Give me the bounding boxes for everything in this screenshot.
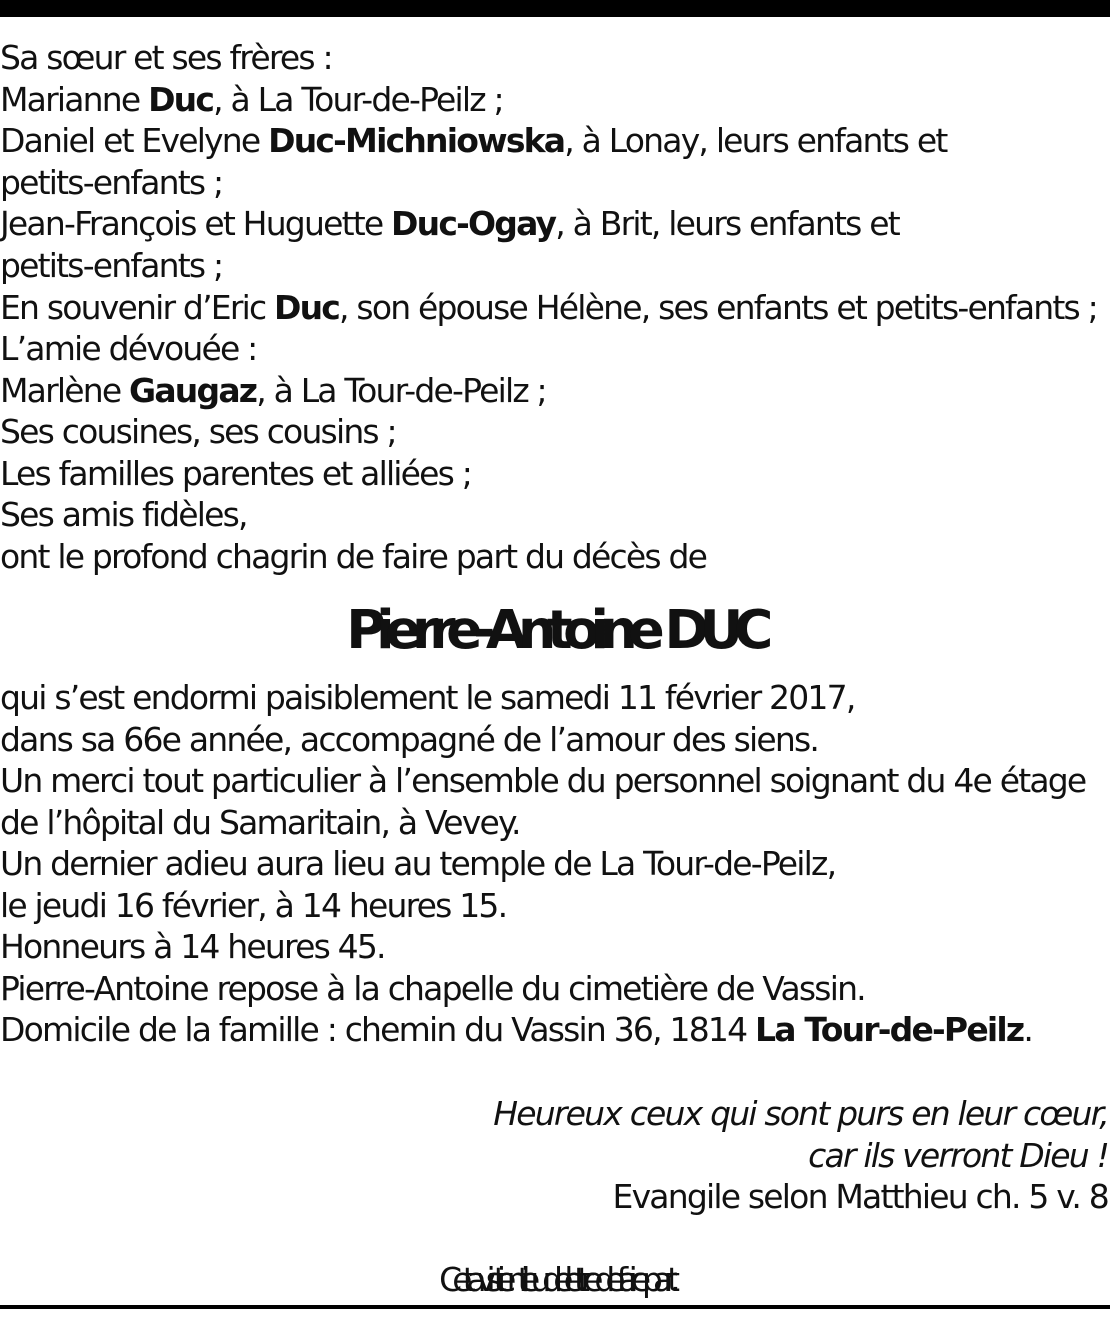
deceased-name: Pierre-Antoine DUC xyxy=(346,598,764,661)
family-line: Les familles parentes et alliées ; xyxy=(0,454,472,493)
family-line: Ses amis fidèles, xyxy=(0,495,247,534)
bible-quote: car ils verront Dieu ! xyxy=(808,1136,1108,1175)
bottom-rule xyxy=(0,1305,1110,1309)
family-line: L’amie dévouée : xyxy=(0,329,257,368)
locality: La Tour-de-Peilz xyxy=(754,1010,1024,1049)
body-line: Domicile de la famille : chemin du Vassin 36, 1814 La Tour-de-Peilz. xyxy=(0,1010,1033,1049)
body-line: Pierre-Antoine repose à la chapelle du cimetière de Vassin. xyxy=(0,969,865,1008)
footer-note: Cet avis tient lieu de lettre de faire part. xyxy=(439,1260,671,1299)
family-line: petits-enfants ; xyxy=(0,163,223,202)
family-line: Marianne Duc, à La Tour-de-Peilz ; xyxy=(0,80,503,119)
body-line: dans sa 66e année, accompagné de l’amour des siens. xyxy=(0,720,819,759)
family-line: Sa sœur et ses frères : xyxy=(0,38,332,77)
surname: Duc-Ogay xyxy=(391,204,556,243)
surname: Duc xyxy=(273,288,340,327)
family-line: petits-enfants ; xyxy=(0,246,223,285)
surname: Duc-Michniowska xyxy=(268,121,565,160)
family-line: Marlène Gaugaz, à La Tour-de-Peilz ; xyxy=(0,371,546,410)
body-line: Un dernier adieu aura lieu au temple de La Tour-de-Peilz, xyxy=(0,844,836,883)
family-line: Daniel et Evelyne Duc-Michniowska, à Lonay, leurs enfants et xyxy=(0,121,947,160)
surname: Duc xyxy=(148,80,214,119)
family-line: Ses cousines, ses cousins ; xyxy=(0,412,396,451)
quote-source: Evangile selon Matthieu ch. 5 v. 8 xyxy=(612,1177,1108,1216)
body-line: Honneurs à 14 heures 45. xyxy=(0,927,385,966)
bible-quote: Heureux ceux qui sont purs en leur cœur, xyxy=(493,1094,1108,1133)
family-line: En souvenir d’Eric Duc, son épouse Hélène, ses enfants et petits-enfants ; xyxy=(0,288,1097,327)
family-line: ont le profond chagrin de faire part du décès de xyxy=(0,537,707,576)
top-rule xyxy=(0,0,1110,17)
body-line: Un merci tout particulier à l’ensemble du personnel soignant du 4e étage xyxy=(0,761,1086,800)
surname: Gaugaz xyxy=(129,371,257,410)
family-line: Jean-François et Huguette Duc-Ogay, à Brit, leurs enfants et xyxy=(0,204,899,243)
body-line: qui s’est endormi paisiblement le samedi 11 février 2017, xyxy=(0,678,855,717)
body-line: le jeudi 16 février, à 14 heures 15. xyxy=(0,886,507,925)
body-line: de l’hôpital du Samaritain, à Vevey. xyxy=(0,803,520,842)
